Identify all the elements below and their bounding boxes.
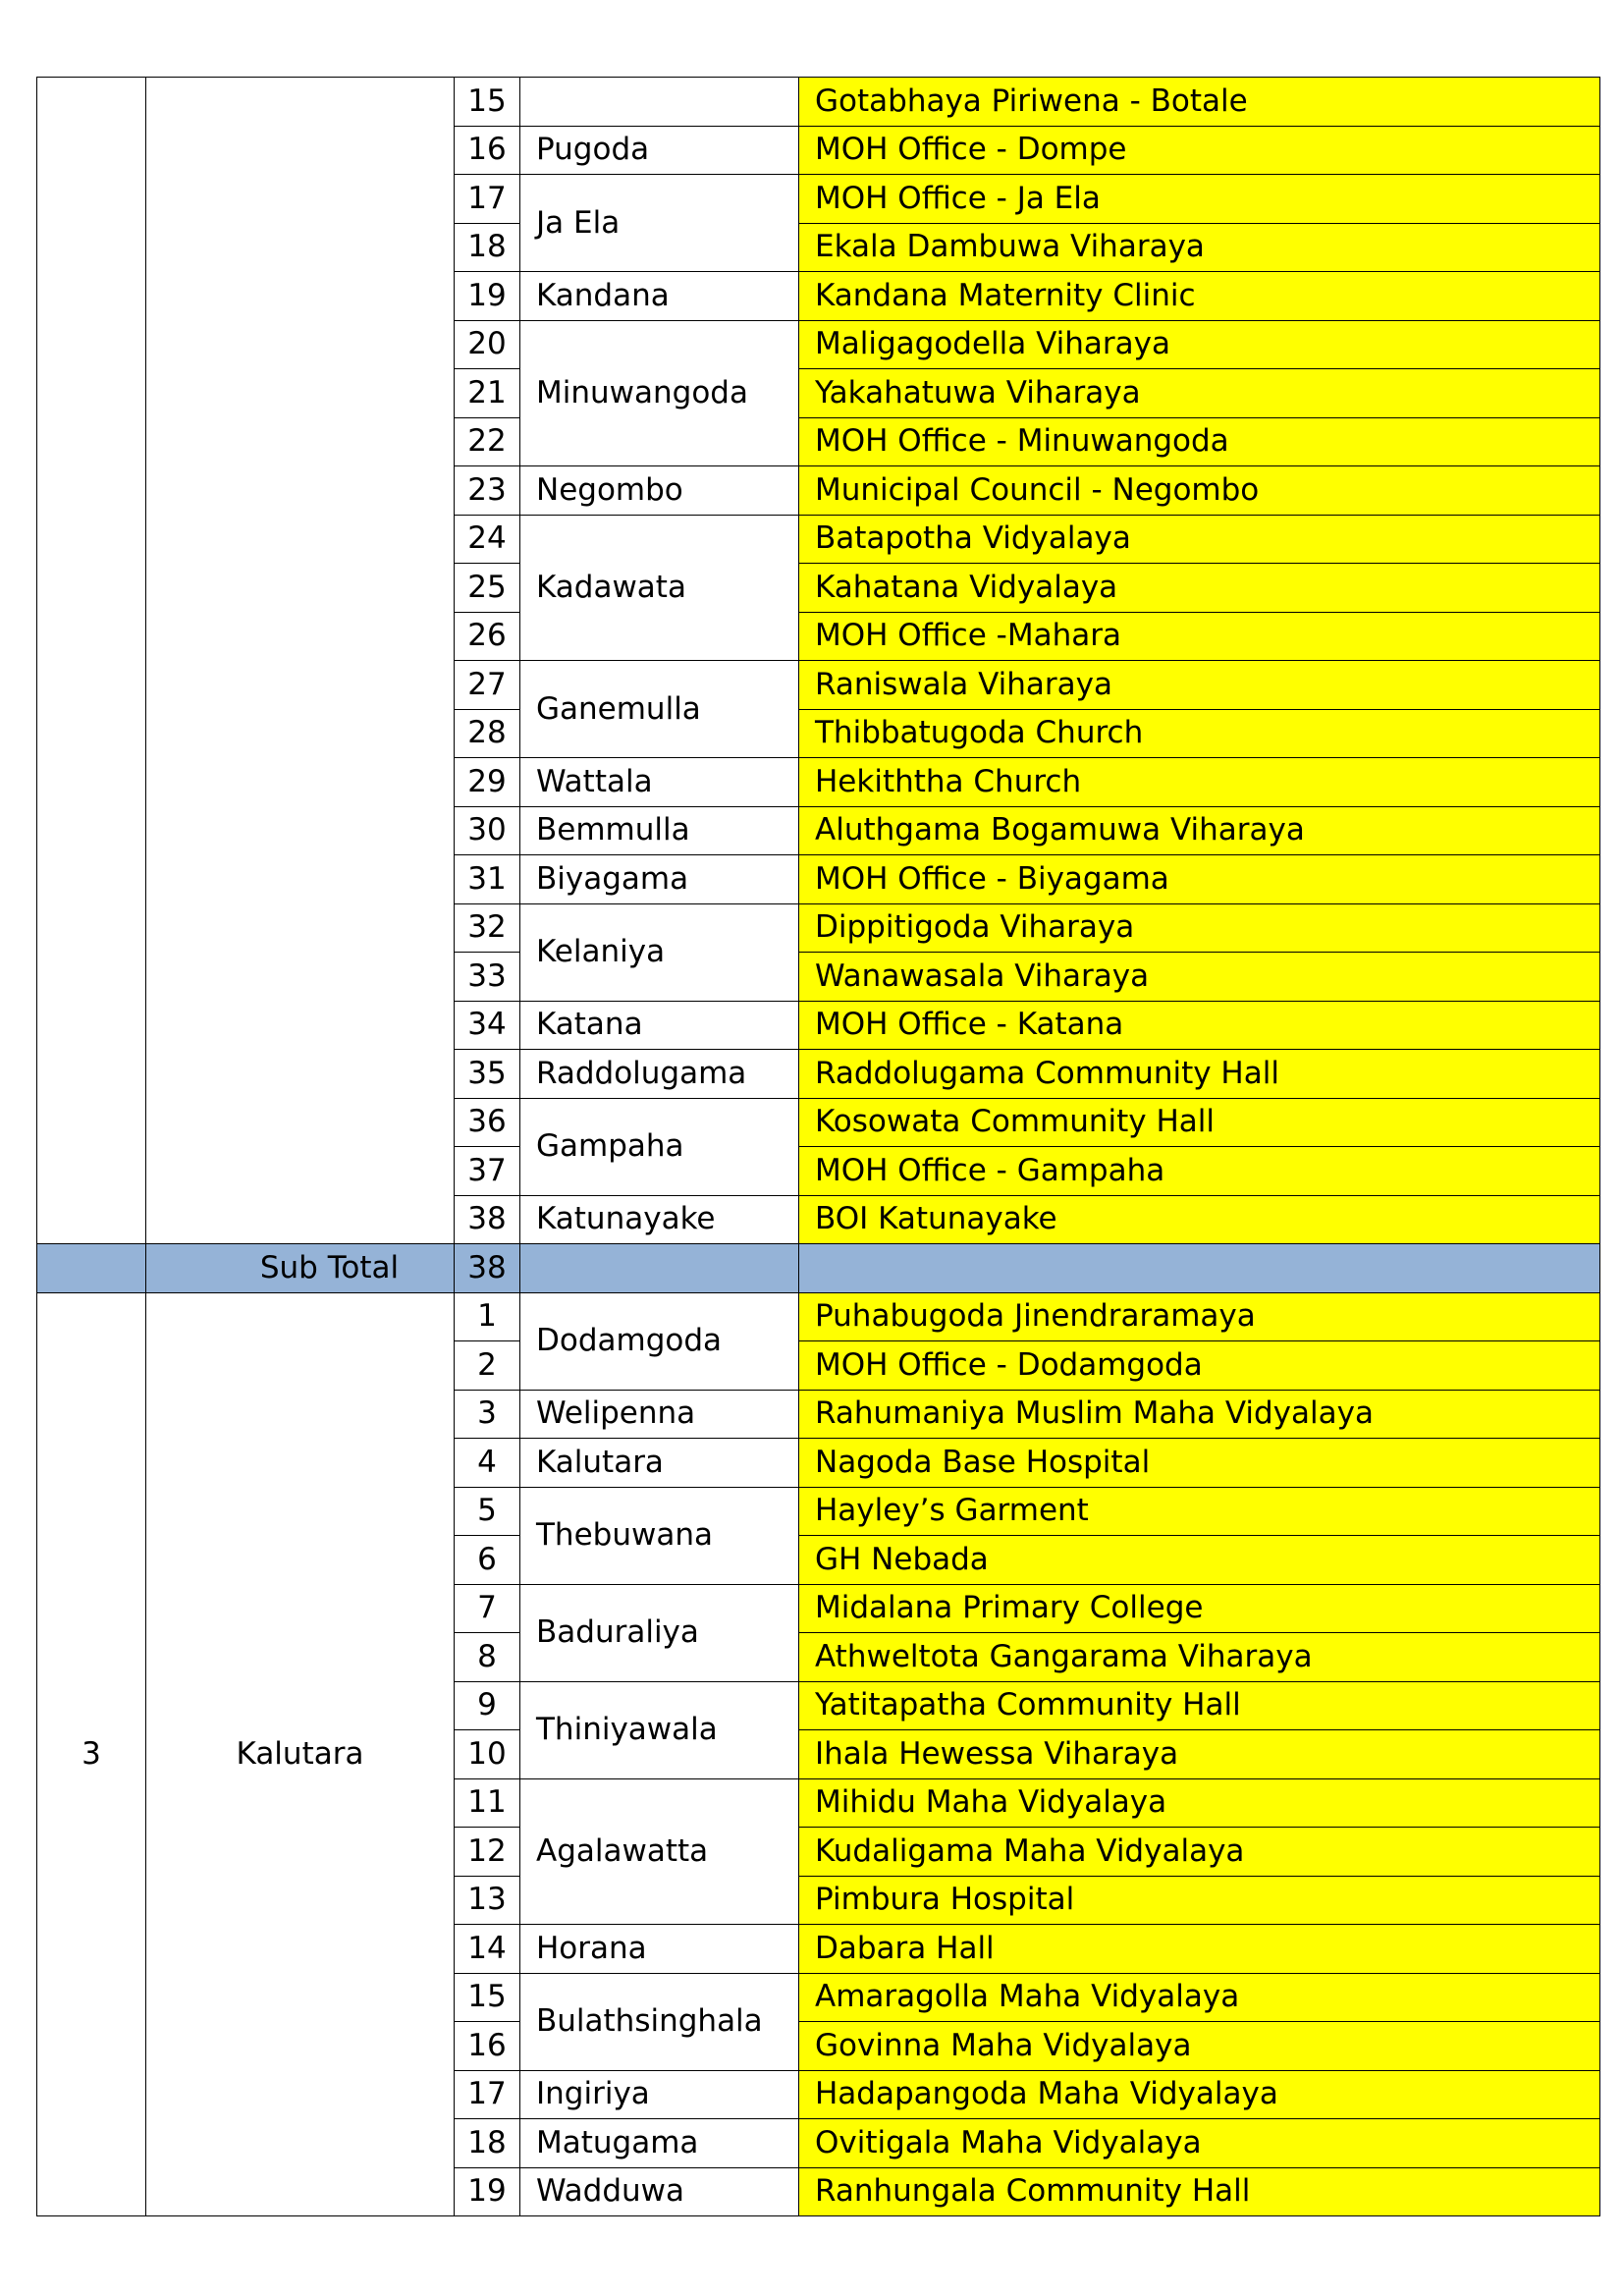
vaccination-center-cell: MOH Office - Ja Ela — [799, 175, 1600, 224]
moh-area-cell: Thebuwana — [520, 1487, 799, 1584]
row-number-cell: 2 — [455, 1341, 520, 1391]
table-row — [37, 1292, 1600, 1341]
row-number-cell: 37 — [455, 1147, 520, 1196]
moh-area-cell: Agalawatta — [520, 1778, 799, 1925]
vaccination-center-cell: Ovitigala Maha Vidyalaya — [799, 2119, 1600, 2168]
moh-area-cell: Thiniyawala — [520, 1681, 799, 1778]
moh-area-cell: Wattala — [520, 758, 799, 807]
row-number-cell: 35 — [455, 1050, 520, 1099]
row-number-cell: 7 — [455, 1584, 520, 1633]
moh-area-cell: Kalutara — [520, 1439, 799, 1488]
moh-area-cell: Bulathsinghala — [520, 1973, 799, 2070]
row-number-cell: 14 — [455, 1925, 520, 1974]
vaccination-center-cell: Hadapangoda Maha Vidyalaya — [799, 2070, 1600, 2119]
moh-area-cell: Gampaha — [520, 1098, 799, 1195]
row-number-cell: 12 — [455, 1828, 520, 1877]
row-number-cell: 24 — [455, 515, 520, 564]
moh-area-cell: Ganemulla — [520, 661, 799, 758]
moh-area-cell: Horana — [520, 1925, 799, 1974]
moh-area-cell: Pugoda — [520, 126, 799, 175]
row-number-cell: 26 — [455, 612, 520, 661]
row-number-cell: 4 — [455, 1439, 520, 1488]
row-number-cell: 8 — [455, 1633, 520, 1682]
subtotal-count: 38 — [455, 1244, 520, 1293]
vaccination-center-cell: Pimbura Hospital — [799, 1876, 1600, 1925]
row-number-cell: 25 — [455, 564, 520, 613]
moh-area-cell: Negombo — [520, 466, 799, 516]
row-number-cell: 36 — [455, 1098, 520, 1147]
moh-area-cell: Raddolugama — [520, 1050, 799, 1099]
row-number-cell: 20 — [455, 320, 520, 369]
vaccination-center-cell: Raniswala Viharaya — [799, 661, 1600, 710]
vaccination-center-cell: Athweltota Gangarama Viharaya — [799, 1633, 1600, 1682]
moh-area-cell: Minuwangoda — [520, 320, 799, 466]
vaccination-center-cell: Amaragolla Maha Vidyalaya — [799, 1973, 1600, 2022]
subtotal-row — [37, 1244, 1600, 1293]
vaccination-center-cell: Yakahatuwa Viharaya — [799, 369, 1600, 418]
vaccination-center-cell: Batapotha Vidyalaya — [799, 515, 1600, 564]
moh-area-cell: Kelaniya — [520, 903, 799, 1001]
row-number-cell: 22 — [455, 417, 520, 466]
moh-area-cell: Katana — [520, 1001, 799, 1050]
kalutara-serial-cell: 3 — [37, 1292, 146, 2216]
table-body — [37, 78, 1600, 2216]
vaccination-center-cell: MOH Office - Dompe — [799, 126, 1600, 175]
vaccination-center-cell: Ihala Hewessa Viharaya — [799, 1730, 1600, 1779]
vaccination-center-cell: Hekiththa Church — [799, 758, 1600, 807]
moh-area-cell — [520, 78, 799, 127]
vaccination-center-cell: Kudaligama Maha Vidyalaya — [799, 1828, 1600, 1877]
moh-area-cell: Kadawata — [520, 515, 799, 661]
vaccination-center-cell: Kahatana Vidyalaya — [799, 564, 1600, 613]
row-number-cell: 6 — [455, 1536, 520, 1585]
row-number-cell: 17 — [455, 2070, 520, 2119]
row-number-cell: 30 — [455, 806, 520, 855]
vaccination-center-cell: Ekala Dambuwa Viharaya — [799, 223, 1600, 272]
vaccination-center-cell: MOH Office - Gampaha — [799, 1147, 1600, 1196]
moh-area-cell: Ja Ela — [520, 175, 799, 272]
row-number-cell: 3 — [455, 1390, 520, 1439]
row-number-cell: 19 — [455, 2167, 520, 2216]
vaccination-center-cell: Puhabugoda Jinendraramaya — [799, 1292, 1600, 1341]
moh-area-cell: Welipenna — [520, 1390, 799, 1439]
row-number-cell: 33 — [455, 953, 520, 1002]
row-number-cell: 18 — [455, 2119, 520, 2168]
vaccination-center-cell: Midalana Primary College — [799, 1584, 1600, 1633]
moh-area-cell: Kandana — [520, 272, 799, 321]
moh-area-cell: Baduraliya — [520, 1584, 799, 1681]
row-number-cell: 32 — [455, 903, 520, 953]
moh-area-cell: Bemmulla — [520, 806, 799, 855]
vaccination-center-cell: Dabara Hall — [799, 1925, 1600, 1974]
row-number-cell: 31 — [455, 855, 520, 904]
table-row — [37, 78, 1600, 127]
vaccination-center-cell: MOH Office - Dodamgoda — [799, 1341, 1600, 1391]
row-number-cell: 21 — [455, 369, 520, 418]
moh-area-cell: Katunayake — [520, 1195, 799, 1244]
vaccination-center-cell: Hayley’s Garment — [799, 1487, 1600, 1536]
gampaha-serial-cell — [37, 78, 146, 1244]
row-number-cell: 15 — [455, 1973, 520, 2022]
vaccination-center-cell: Municipal Council - Negombo — [799, 466, 1600, 516]
vaccination-center-cell: Maligagodella Viharaya — [799, 320, 1600, 369]
row-number-cell: 13 — [455, 1876, 520, 1925]
vaccination-centers-table — [36, 77, 1600, 2216]
row-number-cell: 16 — [455, 126, 520, 175]
moh-area-cell: Biyagama — [520, 855, 799, 904]
vaccination-center-cell: MOH Office -Mahara — [799, 612, 1600, 661]
row-number-cell: 34 — [455, 1001, 520, 1050]
moh-area-cell: Ingiriya — [520, 2070, 799, 2119]
vaccination-center-cell: BOI Katunayake — [799, 1195, 1600, 1244]
moh-area-cell: Wadduwa — [520, 2167, 799, 2216]
moh-area-cell: Matugama — [520, 2119, 799, 2168]
moh-area-cell: Dodamgoda — [520, 1292, 799, 1390]
row-number-cell: 29 — [455, 758, 520, 807]
vaccination-center-cell: Gotabhaya Piriwena - Botale — [799, 78, 1600, 127]
vaccination-center-cell: Mihidu Maha Vidyalaya — [799, 1778, 1600, 1828]
row-number-cell: 27 — [455, 661, 520, 710]
row-number-cell: 1 — [455, 1292, 520, 1341]
vaccination-center-cell: Thibbatugoda Church — [799, 709, 1600, 758]
subtotal-blank-cell — [37, 1244, 146, 1293]
row-number-cell: 38 — [455, 1195, 520, 1244]
subtotal-center-blank — [799, 1244, 1600, 1293]
vaccination-center-cell: MOH Office - Minuwangoda — [799, 417, 1600, 466]
row-number-cell: 17 — [455, 175, 520, 224]
vaccination-center-cell: MOH Office - Biyagama — [799, 855, 1600, 904]
vaccination-center-cell: MOH Office - Katana — [799, 1001, 1600, 1050]
vaccination-center-cell: Yatitapatha Community Hall — [799, 1681, 1600, 1730]
row-number-cell: 10 — [455, 1730, 520, 1779]
row-number-cell: 28 — [455, 709, 520, 758]
row-number-cell: 23 — [455, 466, 520, 516]
subtotal-label: Sub Total — [146, 1244, 455, 1293]
vaccination-center-cell: Raddolugama Community Hall — [799, 1050, 1600, 1099]
vaccination-center-cell: Nagoda Base Hospital — [799, 1439, 1600, 1488]
row-number-cell: 11 — [455, 1778, 520, 1828]
vaccination-center-cell: Kosowata Community Hall — [799, 1098, 1600, 1147]
vaccination-center-cell: Wanawasala Viharaya — [799, 953, 1600, 1002]
row-number-cell: 15 — [455, 78, 520, 127]
vaccination-center-cell: Rahumaniya Muslim Maha Vidyalaya — [799, 1390, 1600, 1439]
vaccination-center-cell: Kandana Maternity Clinic — [799, 272, 1600, 321]
row-number-cell: 18 — [455, 223, 520, 272]
vaccination-center-cell: Dippitigoda Viharaya — [799, 903, 1600, 953]
subtotal-area-blank — [520, 1244, 799, 1293]
vaccination-center-cell: Govinna Maha Vidyalaya — [799, 2022, 1600, 2071]
row-number-cell: 9 — [455, 1681, 520, 1730]
row-number-cell: 19 — [455, 272, 520, 321]
vaccination-center-cell: Aluthgama Bogamuwa Viharaya — [799, 806, 1600, 855]
gampaha-district-cell — [146, 78, 455, 1244]
row-number-cell: 16 — [455, 2022, 520, 2071]
kalutara-district-cell: Kalutara — [146, 1292, 455, 2216]
row-number-cell: 5 — [455, 1487, 520, 1536]
vaccination-center-cell: Ranhungala Community Hall — [799, 2167, 1600, 2216]
vaccination-center-cell: GH Nebada — [799, 1536, 1600, 1585]
